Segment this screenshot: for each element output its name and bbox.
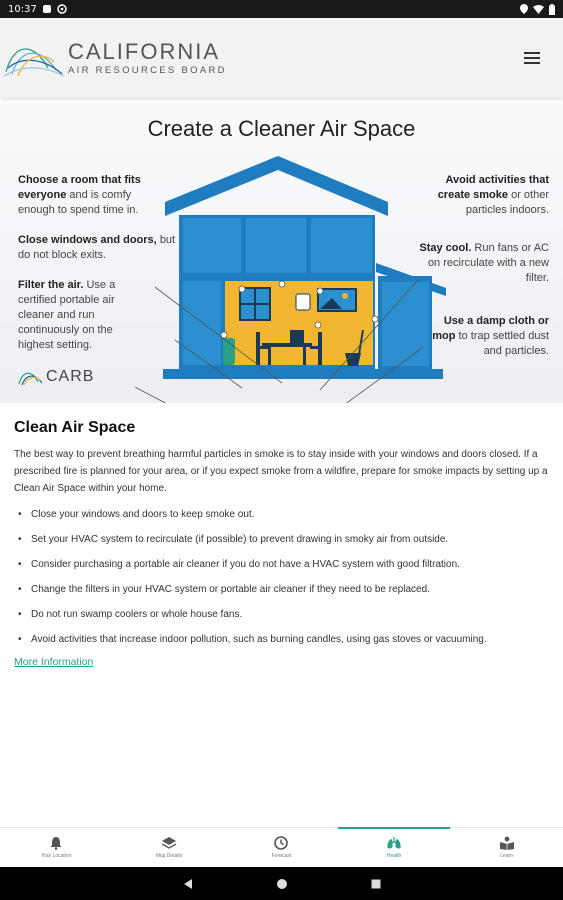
list-item: • Do not run swamp coolers or whole house fans.: [14, 602, 549, 627]
callout-filter-air: Filter the air. Use a certified portable air cleaner and run continuously on the highest setting.: [18, 279, 116, 351]
sync-icon: [57, 4, 67, 14]
intro-paragraph: The best way to prevent breathing harmful particles in smoke is to stay inside with your windows and doors closed. If a prescribed fire is planned for your area, or if you expect smoke from a wildfire, prepare for smoke impacts by setting up a Clean Air Space within your home.: [14, 449, 548, 494]
carb-swoosh-icon: [4, 38, 64, 78]
list-item: • Consider purchasing a portable air cleaner if you do not have a HVAC system with good filtration.: [14, 552, 549, 577]
callout-stay-cool: Stay cool. Run fans or AC on recirculate with a new filter.: [419, 242, 549, 284]
callout-damp-cloth: Use a damp cloth or mop to trap settled dust and particles.: [432, 315, 549, 357]
bottom-navigation: [0, 827, 563, 867]
nav-item-your-location[interactable]: Your Location: [0, 828, 113, 867]
forecast-clock-icon: [274, 836, 288, 850]
tips-list: [14, 502, 549, 652]
clean-air-infographic: [0, 98, 563, 403]
carb-badge: [18, 368, 94, 386]
logo-subtitle: AIR RESOURCES BOARD: [68, 64, 227, 76]
location-icon: [520, 4, 528, 14]
carb-badge-text: CARB: [46, 368, 95, 385]
nav-item-health[interactable]: Health: [338, 828, 451, 867]
wifi-icon: [533, 4, 544, 14]
section-title: Clean Air Space: [14, 419, 136, 436]
location-bell-icon: [49, 836, 63, 850]
infographic-title: Create a Cleaner Air Space: [147, 116, 416, 141]
list-item: • Set your HVAC system to recirculate (if possible) to prevent drawing in smoky air from outside.: [14, 527, 549, 552]
nav-item-learn[interactable]: Learn: [450, 828, 563, 867]
recents-icon[interactable]: [370, 878, 382, 890]
map-layers-icon: [161, 836, 177, 850]
nav-item-map-details[interactable]: Map Details: [113, 828, 226, 867]
home-icon[interactable]: [276, 878, 288, 890]
status-bar: [0, 0, 563, 18]
app-header: [0, 18, 563, 98]
hamburger-menu-icon[interactable]: [521, 49, 543, 67]
back-icon[interactable]: [182, 878, 194, 890]
callout-avoid-smoke: Avoid activities that create smoke or other particles indoors.: [437, 174, 549, 216]
callout-choose-room: Choose a room that fits everyone and is comfy enough to spend time in.: [18, 174, 141, 216]
carb-badge-swoosh-icon: [18, 368, 44, 386]
callout-close-windows: Close windows and doors, but do not block exits.: [18, 234, 176, 261]
main-content: [0, 403, 563, 670]
logo-title: CALIFORNIA: [68, 38, 221, 64]
status-time: 10:37: [8, 3, 37, 15]
lungs-icon: [386, 836, 402, 850]
notification-icon: [42, 4, 52, 14]
battery-icon: [549, 4, 555, 15]
book-reader-icon: [499, 836, 515, 850]
list-item: • Close your windows and doors to keep smoke out.: [14, 502, 549, 527]
more-information-link[interactable]: More Information: [14, 656, 94, 668]
system-navigation-bar: [0, 867, 563, 900]
nav-item-forecast[interactable]: Forecast: [225, 828, 338, 867]
list-item: • Change the filters in your HVAC system or portable air cleaner if they need to be replaced.: [14, 577, 549, 602]
carb-logo[interactable]: [4, 38, 227, 78]
list-item: • Avoid activities that increase indoor pollution, such as burning candles, using gas stoves or vacuuming.: [14, 627, 549, 652]
